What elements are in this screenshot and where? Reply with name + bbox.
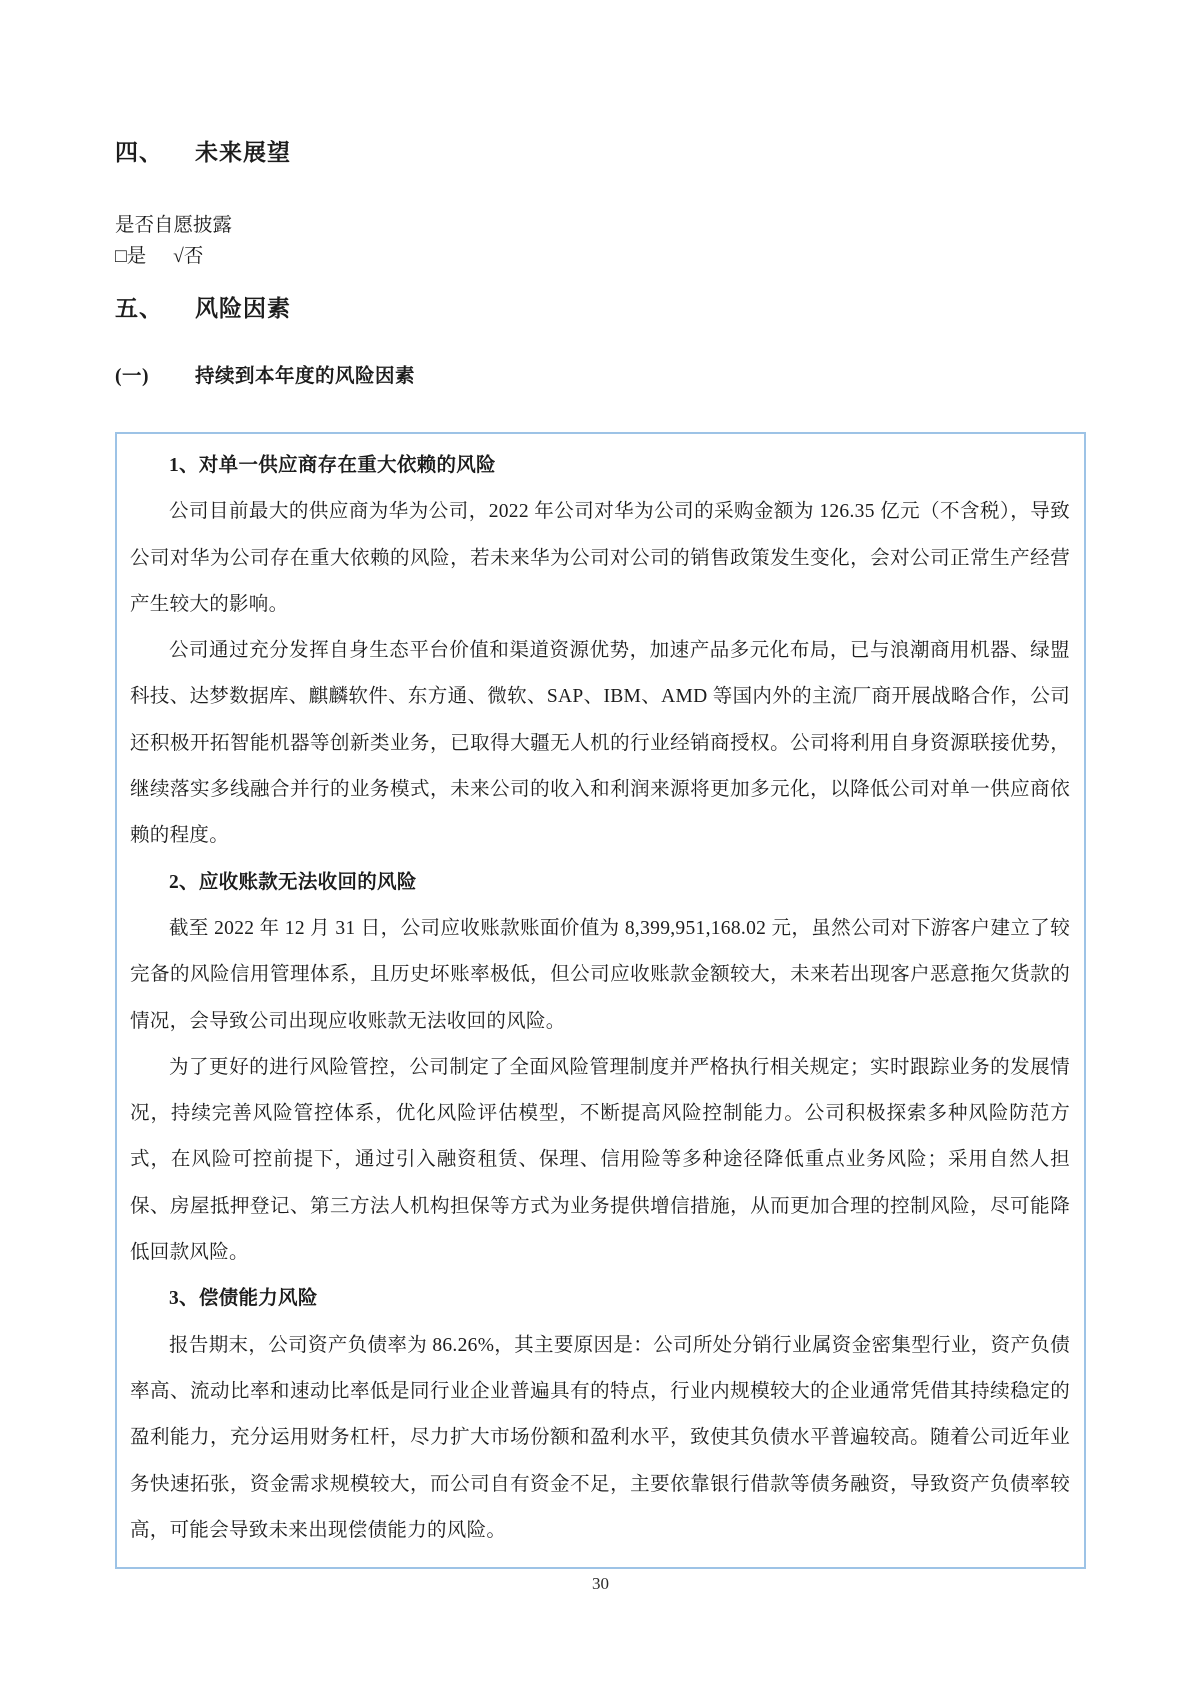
- option-no-checked: √否: [173, 246, 204, 267]
- section-heading-risk-factors: [115, 294, 1086, 324]
- risk-paragraph: 公司目前最大的供应商为华为公司，2022 年公司对华为公司的采购金额为 126.35 亿元（不含税），导致公司对华为公司存在重大依赖的风险，若未来华为公司对公司的销售政策发生变化，会对公司正常生产经营产生较大的影响。: [130, 501, 1070, 615]
- risk-paragraph: 截至 2022 年 12 月 31 日，公司应收账款账面价值为 8,399,951,168.02 元，虽然公司对下游客户建立了较完备的风险信用管理体系，且历史坏账率极低，但公司应收账款金额较大，未来若出现客户恶意拖欠货款的情况，会导致公司出现应收账款无法收回的风险。: [130, 917, 1070, 1032]
- section-heading-future-outlook: [115, 138, 1086, 168]
- subsection-heading-continuing-risks: [115, 364, 1086, 390]
- section-number: 四、: [115, 140, 163, 165]
- risk-item-receivables: [130, 860, 1070, 1277]
- disclosure-block: [115, 210, 1086, 272]
- risk-item-heading: 2、应收账款无法收回的风险: [169, 871, 417, 893]
- risk-item-heading: 3、偿债能力风险: [169, 1288, 318, 1310]
- risk-paragraph: 公司通过充分发挥自身生态平台价值和渠道资源优势，加速产品多元化布局，已与浪潮商用机器、绿盟科技、达梦数据库、麒麟软件、东方通、微软、SAP、IBM、AMD 等国内外的主流厂商开展战略合作，公司还积极开拓智能机器等创新类业务，已取得大疆无人机的行业经销商授权。公司将利用自身资源联接优势，继续落实多线融合并行的业务模式，未来公司的收入和利润来源将更加多元化，以降低公司对单一供应商依赖的程度。: [130, 640, 1070, 847]
- disclosure-options: [115, 241, 1086, 272]
- risk-factors-box: [115, 432, 1086, 1569]
- section-number: 五、: [115, 296, 163, 321]
- section-title: 未来展望: [195, 140, 291, 165]
- risk-item-heading: 1、对单一供应商存在重大依赖的风险: [169, 455, 496, 476]
- risk-item-solvency: [130, 1276, 1070, 1554]
- section-title: 风险因素: [195, 296, 291, 321]
- risk-paragraph: 为了更好的进行风险管控，公司制定了全面风险管理制度并严格执行相关规定；实时跟踪业务的发展情况，持续完善风险管控体系，优化风险评估模型，不断提高风险控制能力。公司积极探索多种风险防范方式，在风险可控前提下，通过引入融资租赁、保理、信用险等多种途径降低重点业务风险；采用自然人担保、房屋抵押登记、第三方法人机构担保等方式为业务提供增信措施，从而更加合理的控制风险，尽可能降低回款风险。: [130, 1056, 1070, 1264]
- risk-paragraph: 报告期末，公司资产负债率为 86.26%，其主要原因是：公司所处分销行业属资金密集型行业，资产负债率高、流动比率和速动比率低是同行业企业普遍具有的特点，行业内规模较大的企业通常凭借其持续稳定的盈利能力，充分运用财务杠杆，尽力扩大市场份额和盈利水平，致使其负债水平普遍较高。随着公司近年业务快速拓张，资金需求规模较大，而公司自有资金不足，主要依靠银行借款等债务融资，导致资产负债率较高，可能会导致未来出现偿债能力的风险。: [130, 1334, 1070, 1541]
- risk-item-supplier-dependence: [130, 443, 1070, 860]
- subsection-number: (一): [115, 366, 149, 387]
- option-yes-checkbox: □是: [115, 246, 147, 267]
- page-number: 30: [592, 1574, 609, 1594]
- disclosure-question: 是否自愿披露: [115, 215, 233, 236]
- subsection-title: 持续到本年度的风险因素: [195, 366, 416, 387]
